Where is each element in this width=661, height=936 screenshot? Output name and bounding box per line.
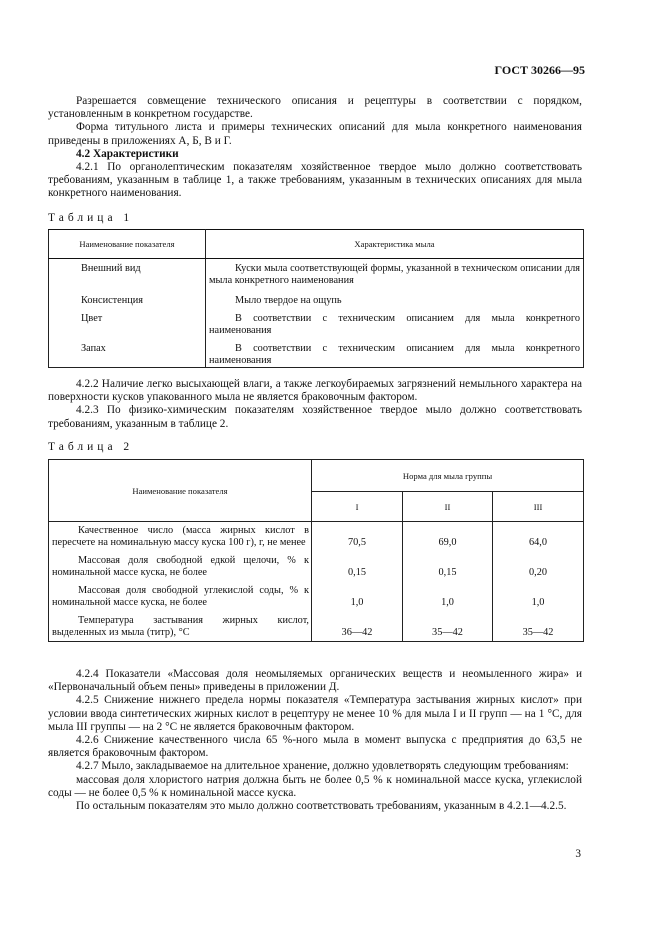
table2-header-name: Наименование показателя [49, 460, 312, 522]
table1-row-name: Запах [49, 341, 206, 368]
table-row [49, 522, 584, 550]
table-row [49, 293, 584, 311]
table2-cell: 35—42 [403, 609, 493, 642]
table2-cell: 69,0 [403, 522, 493, 550]
table1-header-characteristic: Характеристика мыла [206, 230, 584, 259]
middle-block [48, 378, 582, 431]
table2-cell: 0,15 [312, 549, 403, 579]
table-row [49, 549, 584, 579]
table2-header-group: Норма для мыла группы [312, 460, 584, 492]
table1-row-name: Цвет [49, 311, 206, 341]
table2-cell: 0,15 [403, 549, 493, 579]
table2-cell: 35—42 [493, 609, 584, 642]
section-heading: 4.2 Характеристики [76, 147, 179, 160]
page-number: 3 [575, 848, 581, 860]
table2-row-name: Температура застывания жирных кислот, выделенных из мыла (титр), °С [49, 609, 312, 642]
middle-paragraph-1: 4.2.2 Наличие легко высыхающей влаги, а также легкоубираемых загрязнений немыльного характера на поверхности кусков упакованного мыла не является браковочным фактором. [48, 378, 582, 404]
table2-cell: 64,0 [493, 522, 584, 550]
table2-header-group-3: III [493, 492, 584, 522]
closing-paragraph-2: 4.2.5 Снижение нижнего предела нормы показателя «Температура застывания жирных кислот» при условии ввода синтетических жирных кислот в рецептуру не менее 10 % для мыла I и II групп — на 1 °С, для мыла III группы — на 2 °С не является браковочным фактором. [48, 694, 582, 733]
document-code: ГОСТ 30266—95 [494, 63, 585, 77]
middle-paragraph-2: 4.2.3 По физико-химическим показателям хозяйственное твердое мыло должно соответствовать требованиям, указанным в таблице 2. [48, 404, 582, 430]
table-row [49, 579, 584, 609]
closing-paragraph-5: массовая доля хлористого натрия должна быть не более 0,5 % к номинальной массе куска, углекислой соды — не более 0,5 % к номинальной массе куска. [48, 773, 582, 799]
table1-caption: Таблица 1 [48, 212, 134, 224]
table2-cell: 36—42 [312, 609, 403, 642]
table2-row-name: Массовая доля свободной едкой щелочи, % к номинальной массе куска, не более [49, 549, 312, 579]
table1-row-value: В соответствии с техническим описанием для мыла конкретного наименования [206, 341, 584, 368]
table2-cell: 1,0 [493, 579, 584, 609]
table2-cell: 0,20 [493, 549, 584, 579]
table2-cell: 1,0 [403, 579, 493, 609]
table2-row-name: Качественное число (масса жирных кислот в пересчете на номинальную массу куска 100 г), г, не менее [49, 522, 312, 550]
table-row [49, 609, 584, 642]
table2-cell: 1,0 [312, 579, 403, 609]
intro-paragraph-1: Разрешается совмещение технического описания и рецептуры в соответствии с порядком, установленным в конкретном государстве. [48, 95, 582, 121]
table1-row-value: Мыло твердое на ощупь [206, 293, 584, 311]
table1-row-name: Консистенция [49, 293, 206, 311]
closing-paragraph-3: 4.2.6 Снижение качественного числа 65 %-ного мыла в момент выпуска с предприятия до 63,5 не является браковочным фактором. [48, 734, 582, 760]
closing-block [48, 668, 582, 813]
table1-row-value: В соответствии с техническим описанием для мыла конкретного наименования [206, 311, 584, 341]
table2-header-group-2: II [403, 492, 493, 522]
table1-header-name: Наименование показателя [49, 230, 206, 259]
table2-cell: 70,5 [312, 522, 403, 550]
closing-paragraph-1: 4.2.4 Показатели «Массовая доля неомыляемых органических веществ и неомыленного жира» и «Первоначальный объем пены» приведены в приложении Д. [48, 668, 582, 694]
closing-paragraph-6: По остальным показателям это мыло должно соответствовать требованиям, указанным в 4.2.1—4.2.5. [76, 800, 567, 813]
table-row [49, 311, 584, 341]
intro-paragraph-3: 4.2.1 По органолептическим показателям хозяйственное твердое мыло должно соответствовать требованиям, указанным в таблице 1, а также требованиям, указанным в технических описаниях для мыла конкретного наименования. [48, 161, 582, 200]
table2-row-name: Массовая доля свободной углекислой соды, % к номинальной массе куска, не более [49, 579, 312, 609]
table-1 [48, 229, 584, 368]
intro-block [48, 95, 582, 201]
intro-paragraph-2: Форма титульного листа и примеры технических описаний для мыла конкретного наименования приведены в приложениях А, Б, В и Г. [48, 121, 582, 147]
table2-caption: Таблица 2 [48, 441, 134, 453]
table-2 [48, 459, 584, 642]
table2-header-group-1: I [312, 492, 403, 522]
closing-paragraph-4: 4.2.7 Мыло, закладываемое на длительное хранение, должно удовлетворять следующим требованиям: [76, 760, 569, 773]
table-row [49, 341, 584, 368]
table1-row-value: Куски мыла соответствующей формы, указанной в техническом описании для мыла конкретного наименования [206, 259, 584, 294]
table-row [49, 259, 584, 294]
table1-row-name: Внешний вид [49, 259, 206, 294]
